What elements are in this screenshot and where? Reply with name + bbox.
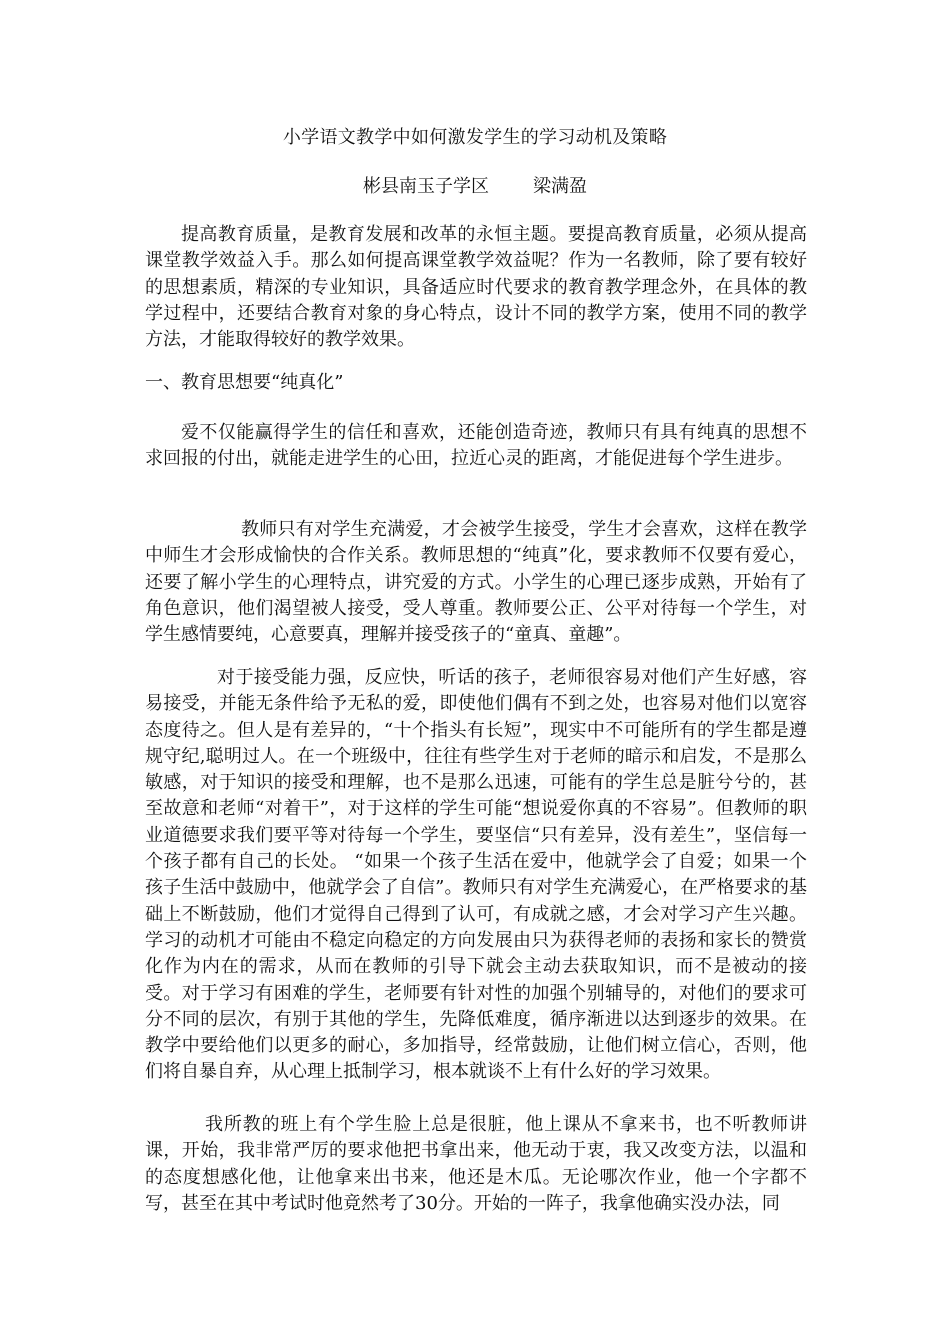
body-paragraph: 我所教的班上有个学生脸上总是很脏，他上课从不拿来书，也不听教师讲课，开始，我非常严厉的要求他把书拿出来，他无动于衷，我又改变方法，以温和的态度想感化他，让他拿来出书来，他还是木瓜。无论哪次作业，他一个字都不写，甚至在其中考试时他竟然考了30分。开始的一阵子，我拿他确实没办法，同 [145, 1114, 807, 1214]
author-school: 彬县南玉子学区 [363, 176, 489, 197]
intro-paragraph: 提高教育质量，是教育发展和改革的永恒主题。要提高教育质量，必须从提高课堂教学效益入手。那么如何提高课堂教学效益呢？作为一名教师，除了要有较好的思想素质，精深的专业知识，具备适应时代要求的教育教学理念外，在具体的教学过程中，还要结合教育对象的身心特点，设计不同的教学方案，使用不同的教学方法，才能取得较好的教学效果。 [145, 224, 807, 351]
author-line [0, 175, 950, 199]
author-name: 梁满盈 [533, 176, 587, 197]
body-paragraph: 对于接受能力强，反应快，听话的孩子，老师很容易对他们产生好感，容易接受，并能无条件给予无私的爱，即使他们偶有不到之处，也容易对他们以宽容态度待之。但人是有差异的，“十个指头有长短”，现实中不可能所有的学生都是遵规守纪,聪明过人。在一个班级中，往往有些学生对于老师的暗示和启发，不是那么敏感，对于知识的接受和理解，也不是那么迅速，可能有的学生总是脏兮兮的，甚至故意和老师“对着干”，对于这样的学生可能“想说爱你真的不容易”。但教师的职业道德要求我们要平等对待每一个学生，要坚信“只有差异，没有差生”，坚信每一个孩子都有自己的长处。 “如果一个孩子生活在爱中，他就学会了自爱；如果一个孩子生活中鼓励中，他就学会了自信”。教师只有对学生充满爱心，在严格要求的基础上不断鼓励，他们才觉得自己得到了认可，有成就之感，才会对学习产生兴趣。学习的动机才可能由不稳定向稳定的方向发展由只为获得老师的表扬和家长的赞赏化作为内在的需求，从而在教师的引导下就会主动去获取知识，而不是被动的接受。对于学习有困难的学生，老师要有针对性的加强个别辅导的，对他们的要求可分不同的层次，有别于其他的学生，先降低难度，循序渐进以达到逐步的效果。在教学中要给他们以更多的耐心，多加指导，经常鼓励，让他们树立信心，否则，他们将自暴自弃，从心理上抵制学习，根本就谈不上有什么好的学习效果。 [145, 667, 807, 1083]
body-paragraph: 教师只有对学生充满爱，才会被学生接受，学生才会喜欢，这样在教学中师生才会形成愉快的合作关系。教师思想的“纯真”化，要求教师不仅要有爱心，还要了解小学生的心理特点，讲究爱的方式。小学生的心理已逐步成熟，开始有了角色意识，他们渴望被人接受，受人尊重。教师要公正、公平对待每一个学生，对学生感情要纯，心意要真，理解并接受孩子的“童真、童趣”。 [145, 519, 807, 646]
document-title: 小学语文教学中如何激发学生的学习动机及策略 [282, 127, 668, 148]
body-paragraph: 爱不仅能赢得学生的信任和喜欢，还能创造奇迹，教师只有具有纯真的思想不求回报的付出，就能走进学生的心田，拉近心灵的距离，才能促进每个学生进步。 [145, 422, 807, 470]
section-heading: 一、教育思想要“纯真化” [145, 372, 344, 393]
